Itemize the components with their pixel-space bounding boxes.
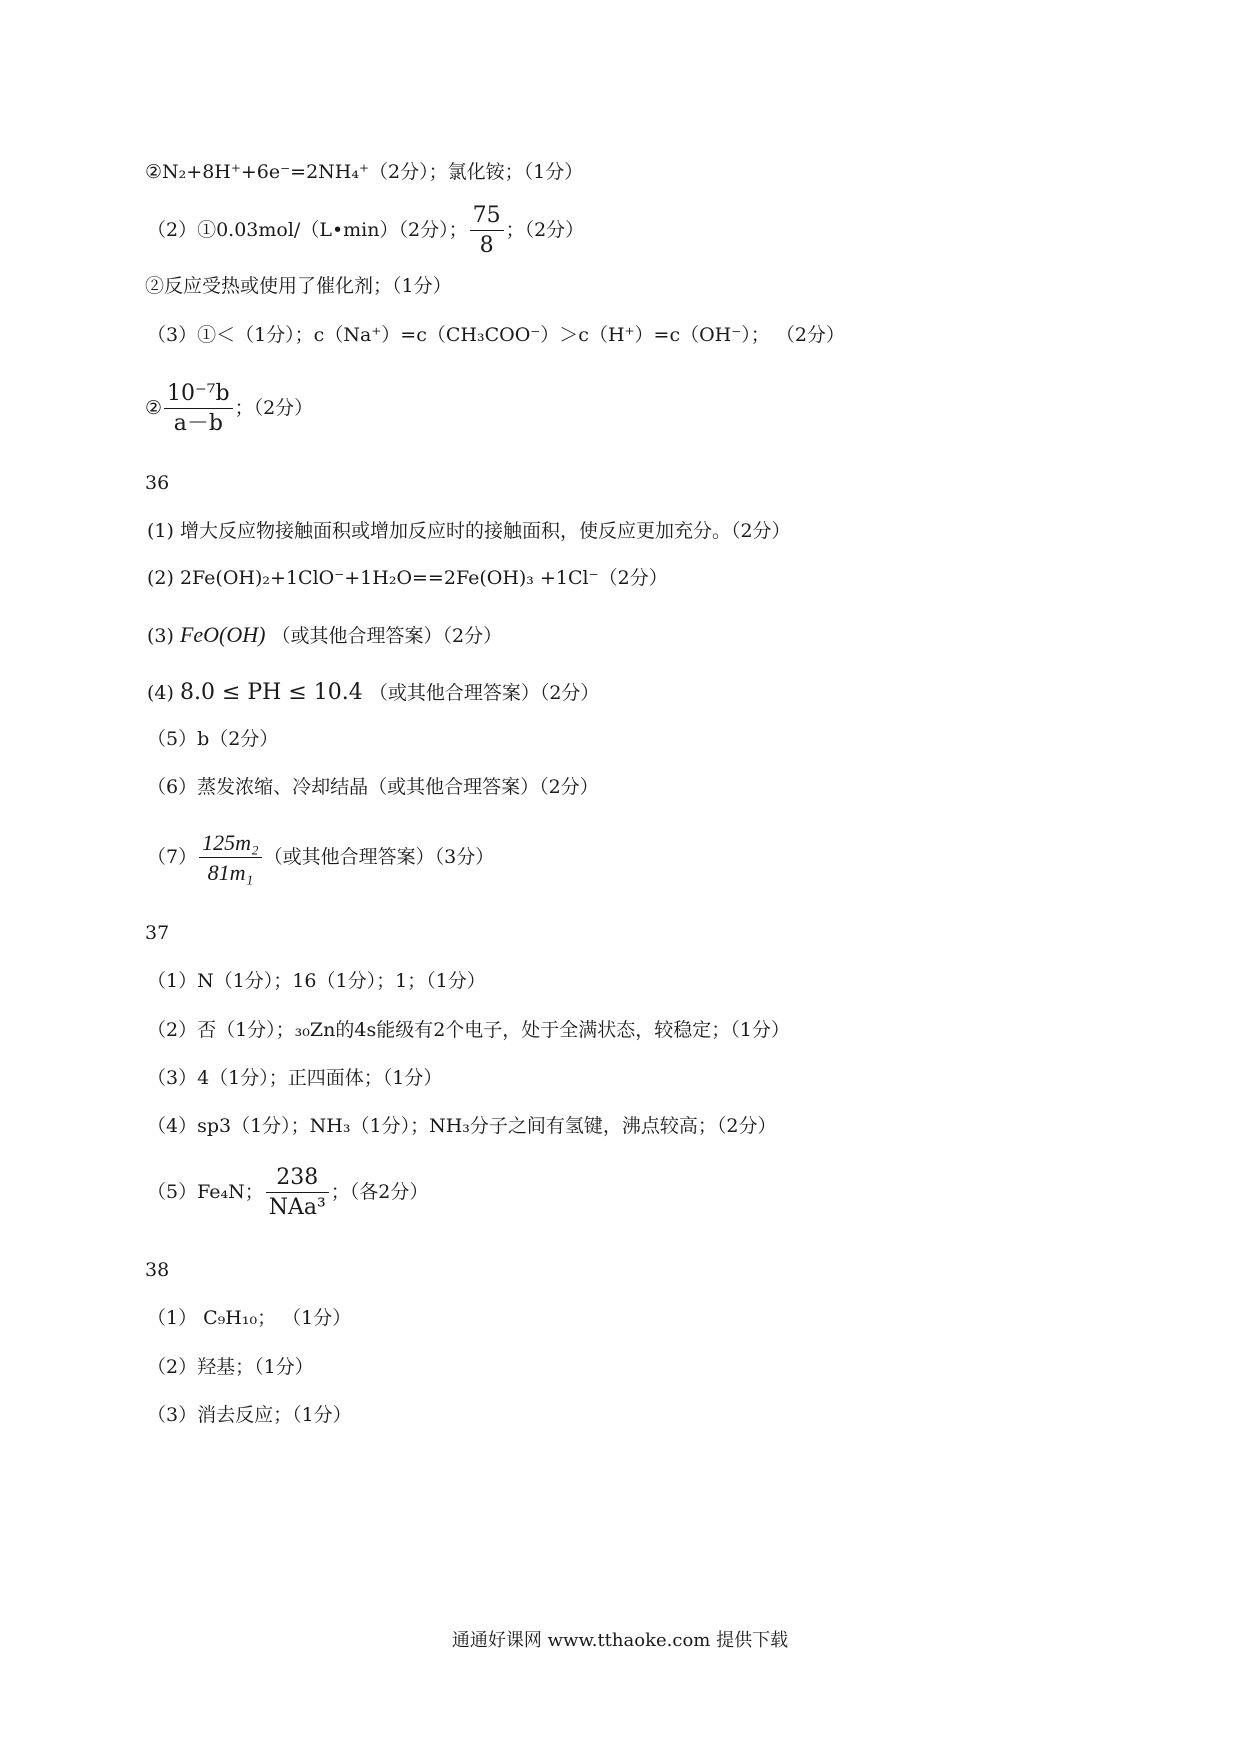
- formula-feooh: FeO(OH): [179, 622, 266, 647]
- q38-answer-3: （3）消去反应；（1分）: [147, 1404, 352, 1426]
- fraction-mass-ratio: [199, 832, 262, 884]
- fraction-denominator: NAa³: [266, 1192, 329, 1219]
- question-36-heading: 36: [145, 472, 170, 494]
- answer-line-1: ②N₂+8H⁺+6e⁻=2NH₄⁺（2分）；氯化铵；（1分）: [145, 161, 584, 183]
- fraction-75-8: [470, 205, 504, 257]
- answer-line-3: ②反应受热或使用了催化剂；（1分）: [145, 275, 452, 297]
- q36-answer-4-suffix: （或其他合理答案）（2分）: [368, 682, 600, 704]
- q36-answer-3-suffix: （或其他合理答案）（2分）: [271, 625, 503, 647]
- answer-line-5-suffix: ；（2分）: [234, 397, 314, 419]
- q36-answer-6: （6）蒸发浓缩、冷却结晶（或其他合理答案）（2分）: [147, 776, 599, 798]
- q37-answer-3: （3）4（1分）；正四面体；（1分）: [147, 1067, 443, 1089]
- q36-answer-3: [147, 624, 502, 646]
- answer-line-4: （3）①＜（1分）；c（Na⁺）=c（CH₃COO⁻）＞c（H⁺）=c（OH⁻）； （2分）: [147, 324, 845, 346]
- fraction-numerator: 238: [276, 1165, 319, 1190]
- fraction-numerator: 125m₂: [202, 830, 259, 855]
- q36-answer-3-prefix: (3): [147, 625, 174, 647]
- formula-ph-range: 8.0 ≤ PH ≤ 10.4: [179, 680, 363, 705]
- fraction-numerator: 75: [472, 203, 501, 228]
- q36-answer-7: [147, 832, 494, 884]
- q36-answer-7-prefix: （7）: [147, 846, 198, 868]
- fraction-denominator: 8: [470, 230, 504, 257]
- q38-answer-2: （2）羟基；（1分）: [147, 1356, 314, 1378]
- q37-answer-1: （1）N（1分）；16（1分）；1；（1分）: [147, 970, 486, 992]
- question-37-heading: 37: [145, 922, 170, 944]
- fraction-denominator: 81m₁: [199, 857, 262, 884]
- question-38-heading: 38: [145, 1259, 170, 1281]
- fraction-numerator: 10⁻⁷b: [167, 381, 230, 406]
- q36-answer-2: (2) 2Fe(OH)₂+1ClO⁻+1H₂O==2Fe(OH)₃ +1Cl⁻（2分）: [147, 567, 668, 589]
- q37-answer-5: [147, 1167, 428, 1219]
- q37-answer-5-suffix: ；（各2分）: [330, 1181, 429, 1203]
- q38-answer-1: （1） C₉H₁₀； （1分）: [147, 1307, 352, 1329]
- q37-answer-4: （4）sp3（1分）；NH₃（1分）；NH₃分子之间有氢键，沸点较高；（2分）: [147, 1115, 777, 1137]
- q37-answer-2: （2）否（1分）；₃₀Zn的4s能级有2个电子，处于全满状态，较稳定；（1分）: [147, 1019, 790, 1041]
- fraction-denominator: a－b: [164, 408, 233, 435]
- answer-line-2: [147, 205, 584, 257]
- answer-line-5-prefix: ②: [145, 397, 163, 419]
- fraction-ka: [164, 383, 233, 435]
- answer-line-2-text: （2）①0.03mol/（L•min）（2分）；: [147, 219, 468, 241]
- q36-answer-4: [147, 682, 599, 704]
- answer-line-2-suffix: ；（2分）: [505, 219, 585, 241]
- q37-answer-5-prefix: （5）Fe₄N；: [147, 1181, 264, 1203]
- q36-answer-5: （5）b（2分）: [147, 728, 279, 750]
- q36-answer-7-suffix: （或其他合理答案）（3分）: [263, 846, 495, 868]
- fraction-density: [266, 1167, 329, 1219]
- answer-line-5: [145, 383, 313, 435]
- q36-answer-4-prefix: (4): [147, 682, 174, 704]
- page-footer: 通通好课网 www.tthaoke.com 提供下载: [451, 1630, 789, 1651]
- q36-answer-1: (1) 增大反应物接触面积或增加反应时的接触面积，使反应更加充分。（2分）: [147, 520, 791, 542]
